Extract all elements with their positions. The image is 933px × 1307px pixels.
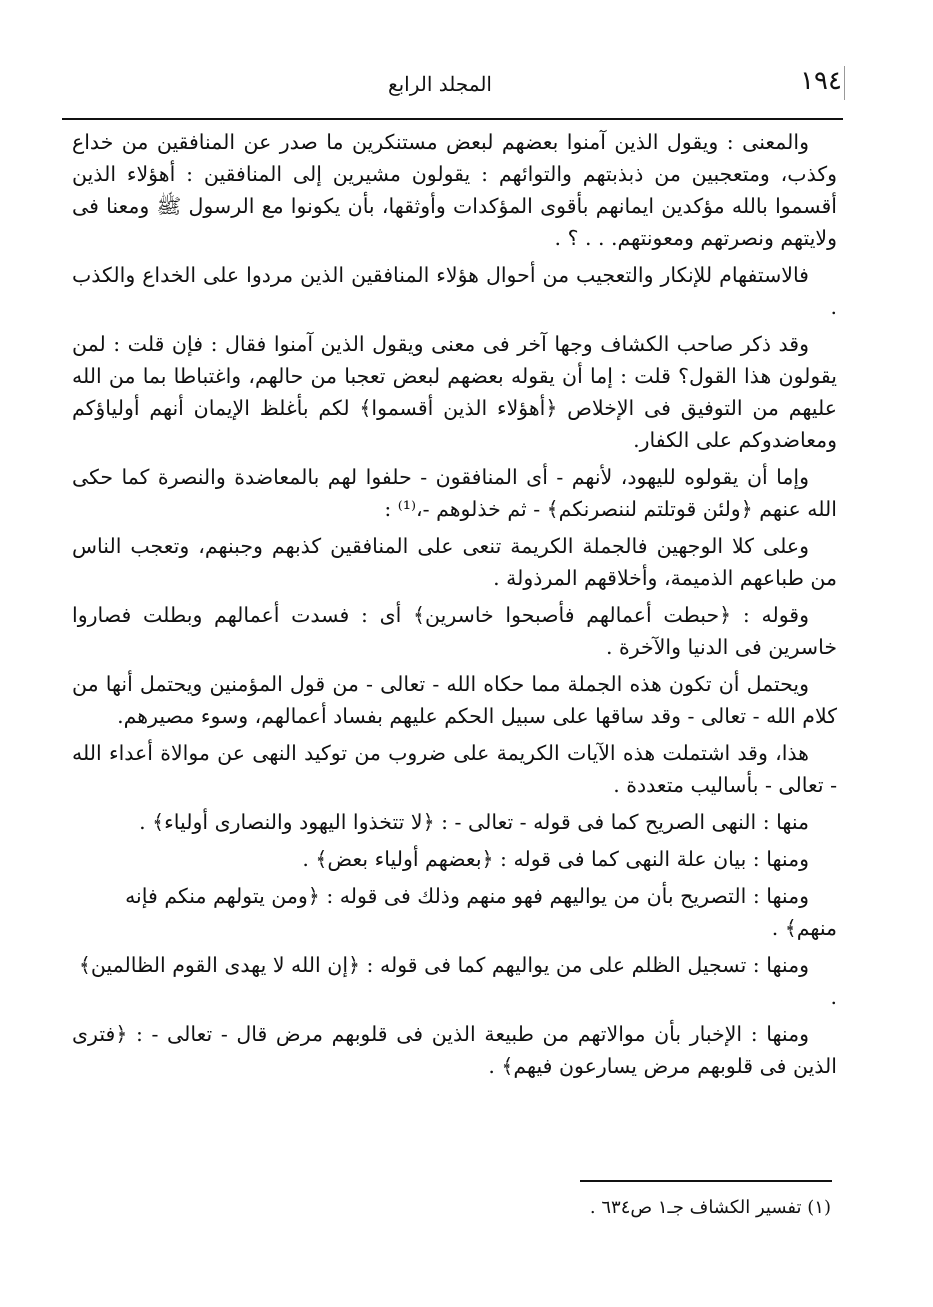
paragraph: والمعنى : ويقول الذين آمنوا بعضهم لبعض مستنكرين ما صدر عن المنافقين من خداع وكذب، ومتعجبين من ذبذبتهم والتوائهم : يقولون مشيرين إلى المنافقين : أهؤلاء الذين أقسموا بالله مؤكدين ايمانهم بأقوى المؤكدات وأوثقها، بأن يكونوا مع الرسول ﷺ ومعنا فى ولايتهم ونصرتهم ومعونتهم. . . ؟ . <box>72 130 837 250</box>
list-item: ومنها : بيان علة النهى كما فى قوله : ﴿بعضهم أولياء بعض﴾ . <box>302 847 809 871</box>
paragraph: وقوله : ﴿حبطت أعمالهم فأصبحوا خاسرين﴾ أى : فسدت أعمالهم وبطلت فصاروا خاسرين فى الدنيا والآخرة . <box>72 603 837 659</box>
margin-mark <box>844 66 845 100</box>
paragraph: وعلى كلا الوجهين فالجملة الكريمة تنعى على المنافقين كذبهم وجبنهم، وتعجب الناس من طباعهم الذميمة، وأخلاقهم المرذولة . <box>72 534 837 590</box>
page-header <box>62 66 842 106</box>
footnote-rule <box>580 1180 832 1182</box>
list-item: ومنها : الإخبار بأن موالاتهم من طبيعة الذين فى قلوبهم مرض قال - تعالى - : ﴿فترى الذين فى قلوبهم مرض يسارعون فيهم﴾ . <box>72 1022 837 1078</box>
footnote: (١) تفسير الكشاف جـ١ ص٦٣٤ . <box>589 1197 831 1218</box>
running-head: المجلد الرابع <box>387 72 492 96</box>
list-item: ومنها : تسجيل الظلم على من يواليهم كما فى قوله : ﴿إن الله لا يهدى القوم الظالمين﴾ . <box>78 953 837 1009</box>
paragraph: ويحتمل أن تكون هذه الجملة مما حكاه الله - تعالى - من قول المؤمنين ويحتمل أنها من كلام الله - تعالى - وقد ساقها على سبيل الحكم عليهم بفساد أعمالهم، وسوء مصيرهم. <box>72 672 837 728</box>
paragraph: هذا، وقد اشتملت هذه الآيات الكريمة على ضروب من توكيد النهى عن موالاة أعداء الله - تعالى - بأساليب متعددة . <box>72 741 837 797</box>
header-rule <box>62 118 843 120</box>
paragraph: وقد ذكر صاحب الكشاف وجها آخر فى معنى ويقول الذين آمنوا فقال : فإن قلت : لمن يقولون هذا القول؟ قلت : إما أن يقوله بعضهم لبعض تعجبا من حالهم، واغتباطا بما من الله عليهم من التوفيق فى الإخلاص ﴿أهؤلاء الذين أقسموا﴾ لكم بأغلظ الإيمان أنهم أولياؤكم ومعاضدوكم على الكفار. <box>72 332 837 452</box>
paragraph: وإما أن يقولوه لليهود، لأنهم - أى المنافقون - حلفوا لهم بالمعاضدة والنصرة كما حكى الله عنهم ﴿ولئن قوتلتم لننصرنكم﴾ - ثم خذلوهم -،⁽¹⁾ : <box>72 465 837 521</box>
page-number: ١٩٤ <box>800 66 842 96</box>
list-item: منها : النهى الصريح كما فى قوله - تعالى - : ﴿لا تتخذوا اليهود والنصارى أولياء﴾ . <box>139 810 809 834</box>
paragraph: فالاستفهام للإنكار والتعجيب من أحوال هؤلاء المنافقين الذين مردوا على الخداع والكذب . <box>72 263 837 319</box>
list-item: ومنها : التصريح بأن من يواليهم فهو منهم وذلك فى قوله : ﴿ومن يتولهم منكم فإنه منهم﴾ . <box>125 884 837 940</box>
body-text <box>72 126 837 1087</box>
